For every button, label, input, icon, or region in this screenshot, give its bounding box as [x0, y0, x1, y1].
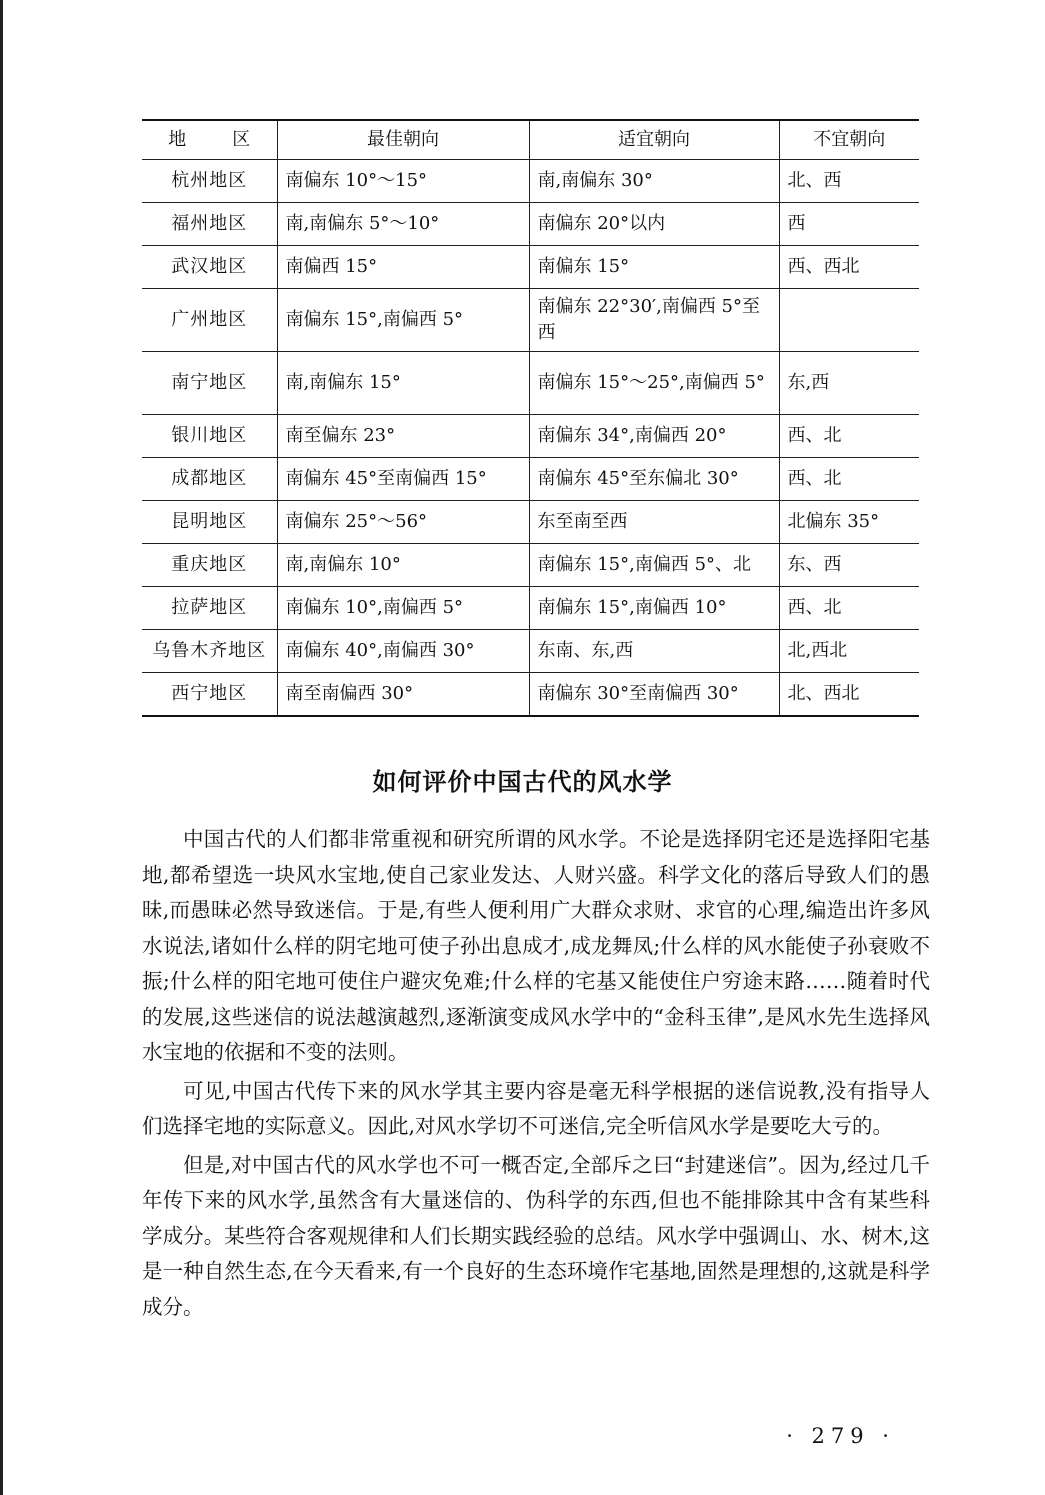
table-row: [142, 458, 919, 501]
cell-best: 南偏东 15°,南偏西 5°: [277, 289, 529, 352]
cell-best: 南偏东 40°,南偏西 30°: [277, 630, 529, 673]
cell-region: 重庆地区: [142, 544, 277, 587]
table-row: [142, 544, 919, 587]
table-row: [142, 289, 919, 352]
header-unsuitable-orientation: 不宜朝向: [779, 120, 919, 160]
cell-best: 南,南偏东 5°～10°: [277, 203, 529, 246]
cell-unsuitable: 北偏东 35°: [779, 501, 919, 544]
table-row: [142, 501, 919, 544]
cell-suitable: 东至南至西: [529, 501, 779, 544]
cell-unsuitable: 东,西: [779, 352, 919, 415]
cell-unsuitable: 北,西北: [779, 630, 919, 673]
cell-suitable: 南偏东 20°以内: [529, 203, 779, 246]
header-region-char-1: 地: [168, 129, 187, 150]
cell-suitable: 南偏东 30°至南偏西 30°: [529, 673, 779, 717]
table-row: [142, 246, 919, 289]
cell-unsuitable: 东、西: [779, 544, 919, 587]
table-row: [142, 630, 919, 673]
section-title: 如何评价中国古代的风水学: [372, 768, 673, 796]
header-suitable-orientation: 适宜朝向: [529, 120, 779, 160]
cell-suitable: 南偏东 15°,南偏西 5°、北: [529, 544, 779, 587]
cell-suitable: 东南、东,西: [529, 630, 779, 673]
cell-unsuitable: 北、西: [779, 160, 919, 203]
cell-best: 南偏东 45°至南偏西 15°: [277, 458, 529, 501]
cell-best: 南至南偏西 30°: [277, 673, 529, 717]
cell-suitable: 南偏东 34°,南偏西 20°: [529, 415, 779, 458]
table-row: [142, 203, 919, 246]
cell-region: 杭州地区: [142, 160, 277, 203]
cell-region: 广州地区: [142, 289, 277, 352]
table-row: [142, 352, 919, 415]
cell-unsuitable: 西: [779, 203, 919, 246]
cell-unsuitable: 西、北: [779, 458, 919, 501]
cell-region: 拉萨地区: [142, 587, 277, 630]
cell-region: 乌鲁木齐地区: [142, 630, 277, 673]
cell-unsuitable: 西、北: [779, 587, 919, 630]
cell-best: 南,南偏东 15°: [277, 352, 529, 415]
cell-region: 武汉地区: [142, 246, 277, 289]
table-row: [142, 673, 919, 717]
paragraph: 中国古代的人们都非常重视和研究所谓的风水学。不论是选择阴宅还是选择阳宅基地,都希望选一块风水宝地,使自己家业发达、人财兴盛。科学文化的落后导致人们的愚昧,而愚昧必然导致迷信。于是,有些人便利用广大群众求财、求官的心理,编造出许多风水说法,诸如什么样的阴宅地可使子孙出息成才,成龙舞凤;什么样的风水能使子孙衰败不振;什么样的阳宅地可使住户避灾免难;什么样的宅基又能使住户穷途末路……随着时代的发展,这些迷信的说法越演越烈,逐渐演变成风水学中的“金科玉律”,是风水先生选择风水宝地的依据和不变的法则。: [142, 827, 930, 1064]
table-row: [142, 415, 919, 458]
cell-best: 南,南偏东 10°: [277, 544, 529, 587]
cell-region: 银川地区: [142, 415, 277, 458]
table-row: [142, 160, 919, 203]
cell-best: 南偏东 10°,南偏西 5°: [277, 587, 529, 630]
paragraph: 但是,对中国古代的风水学也不可一概否定,全部斥之曰“封建迷信”。因为,经过几千年传下来的风水学,虽然含有大量迷信的、伪科学的东西,但也不能排除其中含有某些科学成分。某些符合客观规律和人们长期实践经验的总结。风水学中强调山、水、树木,这是一种自然生态,在今天看来,有一个良好的生态环境作宅基地,固然是理想的,这就是科学成分。: [142, 1152, 930, 1319]
cell-suitable: 南偏东 15°: [529, 246, 779, 289]
cell-unsuitable: 西、西北: [779, 246, 919, 289]
cell-best: 南偏西 15°: [277, 246, 529, 289]
cell-region: 成都地区: [142, 458, 277, 501]
cell-region: 福州地区: [142, 203, 277, 246]
cell-region: 昆明地区: [142, 501, 277, 544]
header-region-char-2: 区: [232, 129, 251, 150]
table-row: [142, 587, 919, 630]
header-best-orientation: 最佳朝向: [277, 120, 529, 160]
cell-best: 南至偏东 23°: [277, 415, 529, 458]
paragraph: 可见,中国古代传下来的风水学其主要内容是毫无科学根据的迷信说教,没有指导人们选择宅地的实际意义。因此,对风水学切不可迷信,完全听信风水学是要吃大亏的。: [142, 1078, 930, 1138]
page-number: · 279 ·: [786, 1424, 895, 1448]
cell-suitable: 南,南偏东 30°: [529, 160, 779, 203]
table-header-row: [142, 120, 919, 160]
cell-unsuitable: 西、北: [779, 415, 919, 458]
page-edge: [0, 0, 3, 1495]
cell-best: 南偏东 25°～56°: [277, 501, 529, 544]
cell-suitable: 南偏东 22°30′,南偏西 5°至西: [529, 289, 779, 352]
cell-best: 南偏东 10°～15°: [277, 160, 529, 203]
cell-suitable: 南偏东 45°至东偏北 30°: [529, 458, 779, 501]
cell-suitable: 南偏东 15°,南偏西 10°: [529, 587, 779, 630]
cell-region: 南宁地区: [142, 352, 277, 415]
body-text: [142, 822, 930, 1328]
header-region: [142, 120, 277, 160]
cell-suitable: 南偏东 15°～25°,南偏西 5°: [529, 352, 779, 415]
orientation-table: [142, 119, 919, 717]
cell-unsuitable: 北、西北: [779, 673, 919, 717]
orientation-table-container: [142, 119, 919, 717]
cell-region: 西宁地区: [142, 673, 277, 717]
cell-unsuitable: [779, 289, 919, 352]
